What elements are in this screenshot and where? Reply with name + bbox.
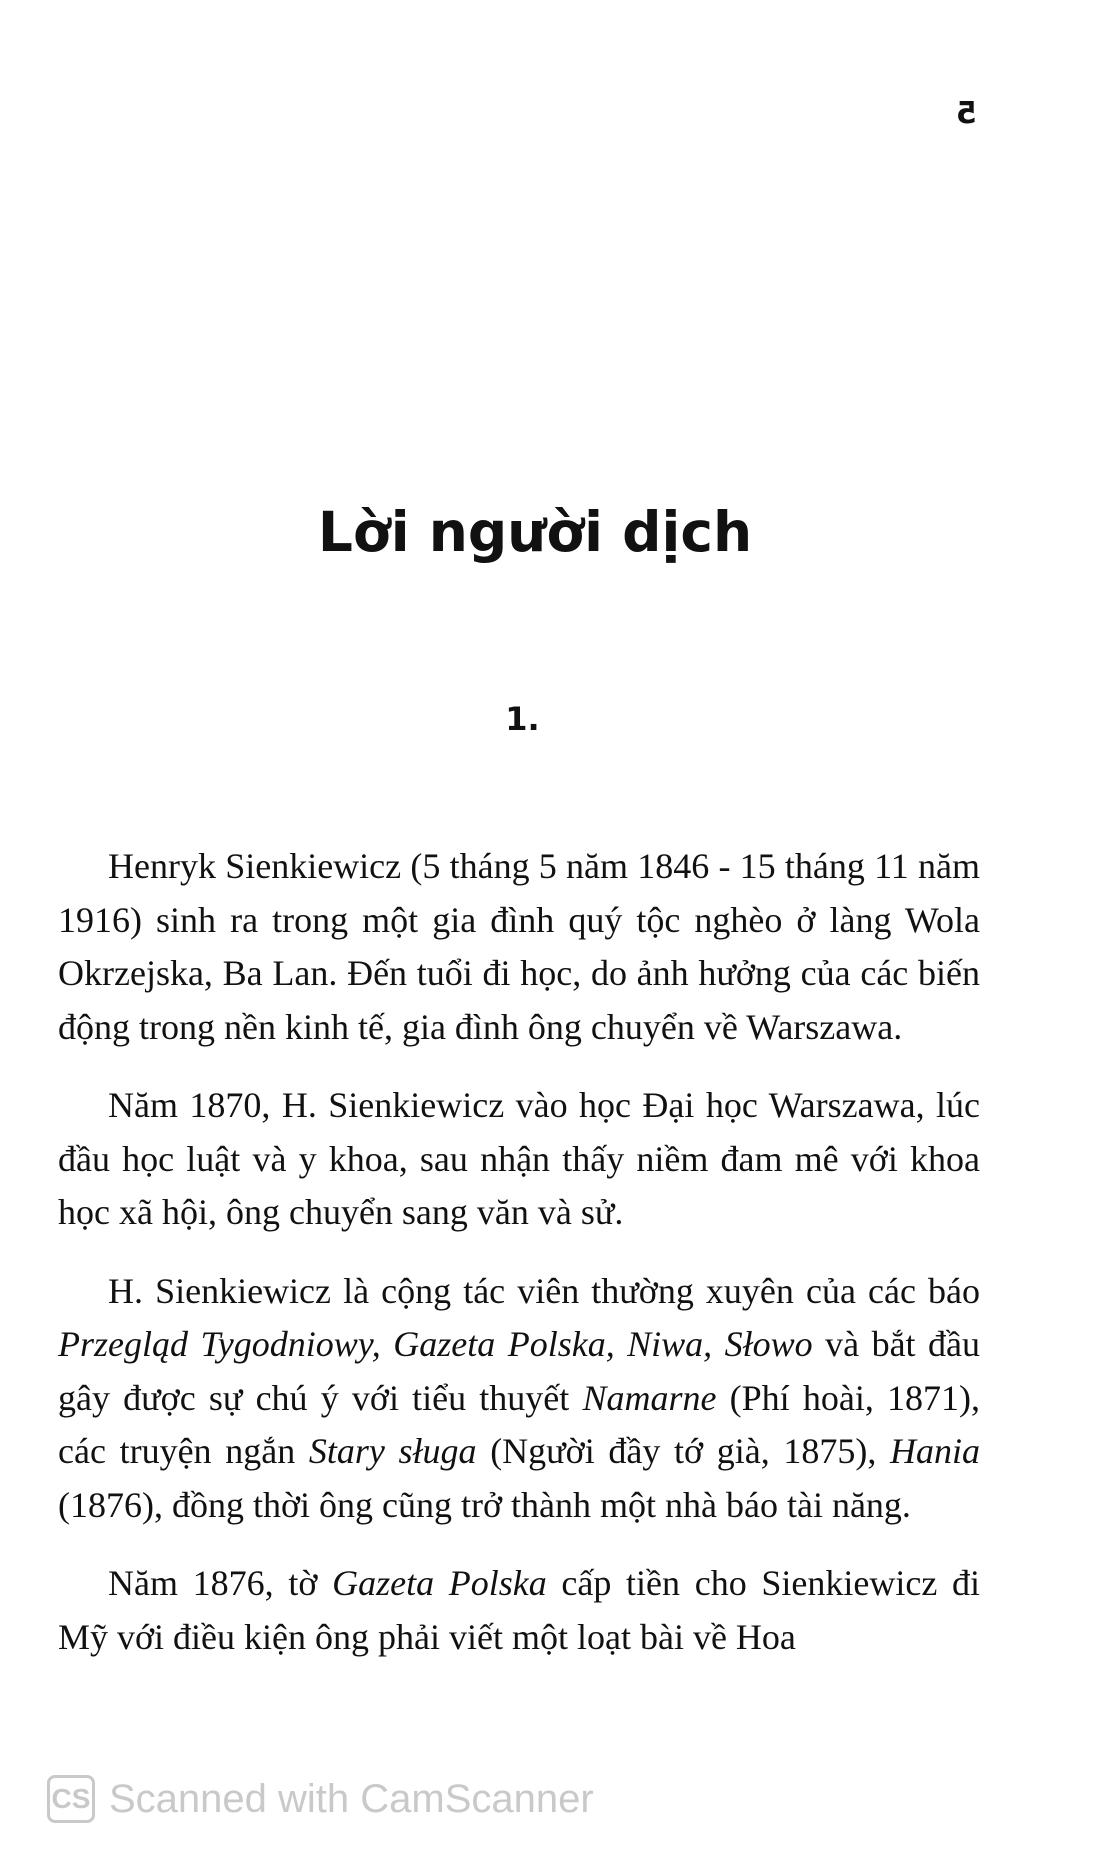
camscanner-logo-icon: CS xyxy=(47,1775,95,1823)
text-segment: Năm 1876, tờ xyxy=(108,1563,333,1603)
text-segment: (Người đầy tớ già, 1875), xyxy=(476,1431,890,1471)
watermark-text: Scanned with CamScanner xyxy=(109,1776,594,1821)
text-segment: (Phí hoài, 1871), các truyện ngắn xyxy=(58,1377,980,1471)
page-title: Lời người dịch xyxy=(317,500,753,564)
text-segment: Năm 1870, H. Sienkiewicz vào học Đại học Warszawa, lúc đầu học luật và y khoa, sau nhận thấy niềm đam mê với khoa học xã hội, ông chuyển sang văn và sử. xyxy=(58,1085,980,1232)
italic-title: Gazeta Polska xyxy=(332,1563,547,1603)
paragraph xyxy=(58,1079,980,1240)
paragraph xyxy=(58,1557,980,1664)
italic-title: Stary sługa xyxy=(308,1431,477,1471)
body-text xyxy=(58,840,980,1689)
section-number: 1. xyxy=(505,700,540,738)
italic-title: Namarne xyxy=(582,1377,717,1418)
camscanner-watermark xyxy=(47,1775,594,1823)
text-segment: (1876), đồng thời ông cũng trở thành một nhà báo tài năng. xyxy=(58,1484,911,1525)
text-segment: H. Sienkiewicz là cộng tác viên thường xuyên của các báo xyxy=(108,1270,980,1311)
paragraph xyxy=(58,1265,980,1533)
italic-title: Hania xyxy=(890,1431,980,1471)
italic-title: Przegląd Tygodniowy, Gazeta Polska, Niwa, Słowo xyxy=(58,1324,813,1364)
text-segment: và bắt đầu gây được sự chú ý với tiểu thuyết xyxy=(58,1324,980,1418)
text-segment: Henryk Sienkiewicz (5 tháng 5 năm 1846 - 15 tháng 11 năm 1916) sinh ra trong một gia đình quý tộc nghèo ở làng Wola Okrzejska, Ba Lan. Đến tuổi đi học, do ảnh hưởng của các biến động trong nền kinh tế, gia đình ông chuyển về Warszawa. xyxy=(58,846,980,1047)
page-number: 5 xyxy=(955,96,977,131)
text-segment: cấp tiền cho Sienkiewicz đi Mỹ với điều kiện ông phải viết một loạt bài về Hoa xyxy=(58,1563,981,1657)
paragraph xyxy=(58,840,980,1054)
